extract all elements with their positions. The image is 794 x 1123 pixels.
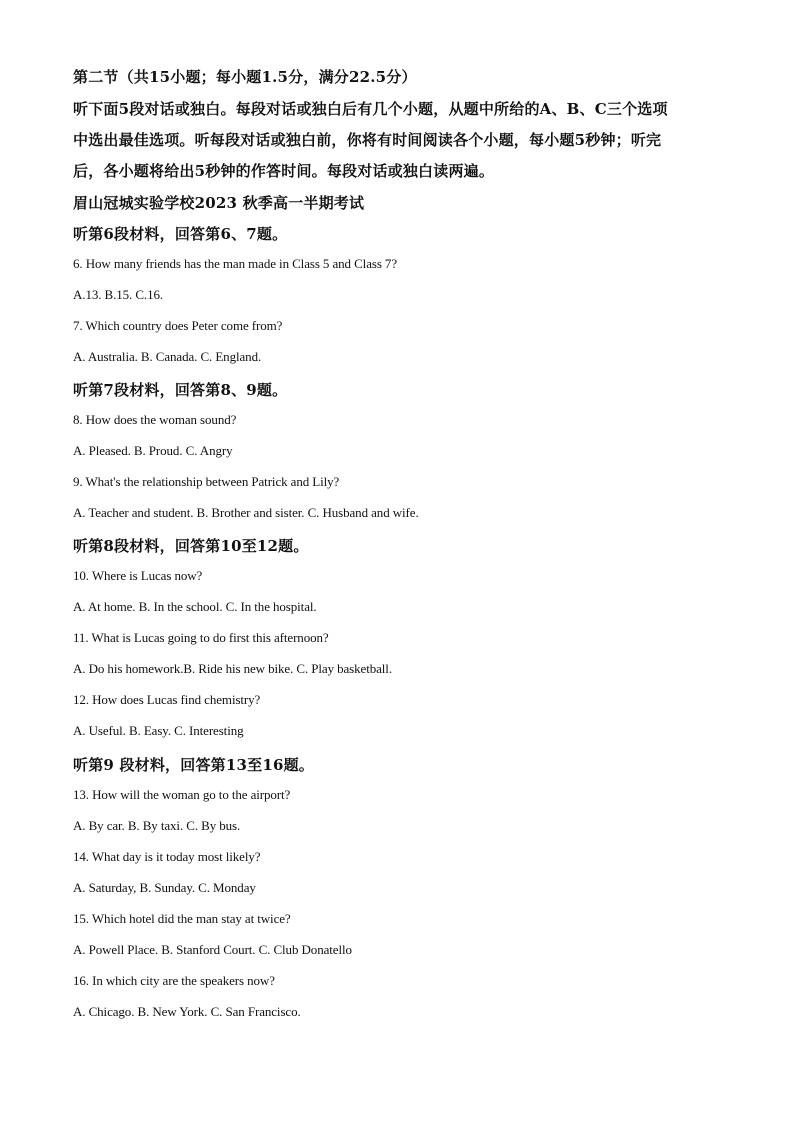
question-text: 14. What day is it today most likely?: [73, 849, 261, 864]
question-text: 11. What is Lucas going to do first this afternoon?: [73, 630, 329, 645]
group-header: 听第6段材料，回答第6、7题。: [73, 225, 288, 243]
question-options: A. By car. B. By taxi. C. By bus.: [73, 818, 241, 833]
question-text: 12. How does Lucas find chemistry?: [73, 692, 261, 707]
instructions-line-1: 听下面5段对话或独白。每段对话或独白后有几个小题，从题中所给的A、B、C三个选项: [73, 100, 668, 118]
instructions-line-3: 后，各小题将给出5秒钟的作答时间。每段对话或独白读两遍。: [73, 162, 495, 180]
question-text: 13. How will the woman go to the airport?: [73, 787, 291, 802]
question-text: 10. Where is Lucas now?: [73, 568, 203, 583]
question-options: A. Teacher and student. B. Brother and sister. C. Husband and wife.: [73, 505, 419, 520]
question-options: A. Powell Place. B. Stanford Court. C. Club Donatello: [73, 942, 352, 957]
question-options: A. Australia. B. Canada. C. England.: [73, 349, 262, 364]
exam-title: 眉山冠城实验学校2023 秋季高一半期考试: [73, 194, 365, 212]
group-header: 听第8段材料，回答第10至12题。: [73, 537, 309, 555]
instructions-line-2: 中选出最佳选项。听每段对话或独白前，你将有时间阅读各个小题，每小题5秒钟；听完: [73, 131, 662, 149]
question-text: 8. How does the woman sound?: [73, 412, 237, 427]
question-text: 7. Which country does Peter come from?: [73, 318, 283, 333]
question-options: A. Chicago. B. New York. C. San Francisco.: [73, 1004, 301, 1019]
question-text: 9. What's the relationship between Patrick and Lily?: [73, 474, 340, 489]
question-options: A. Saturday, B. Sunday. C. Monday: [73, 880, 256, 895]
question-options: A. At home. B. In the school. C. In the hospital.: [73, 599, 317, 614]
group-header: 听第7段材料，回答第8、9题。: [73, 381, 288, 399]
question-text: 6. How many friends has the man made in Class 5 and Class 7?: [73, 256, 397, 271]
question-options: A. Useful. B. Easy. C. Interesting: [73, 723, 244, 738]
question-text: 16. In which city are the speakers now?: [73, 973, 275, 988]
question-options: A. Do his homework.B. Ride his new bike. C. Play basketball.: [73, 661, 392, 676]
section-heading: 第二节（共15小题；每小题1.5分，满分22.5分）: [73, 68, 417, 86]
question-options: A.13. B.15. C.16.: [73, 287, 164, 302]
group-header: 听第9 段材料，回答第13至16题。: [73, 756, 315, 774]
question-options: A. Pleased. B. Proud. C. Angry: [73, 443, 233, 458]
question-text: 15. Which hotel did the man stay at twice?: [73, 911, 291, 926]
